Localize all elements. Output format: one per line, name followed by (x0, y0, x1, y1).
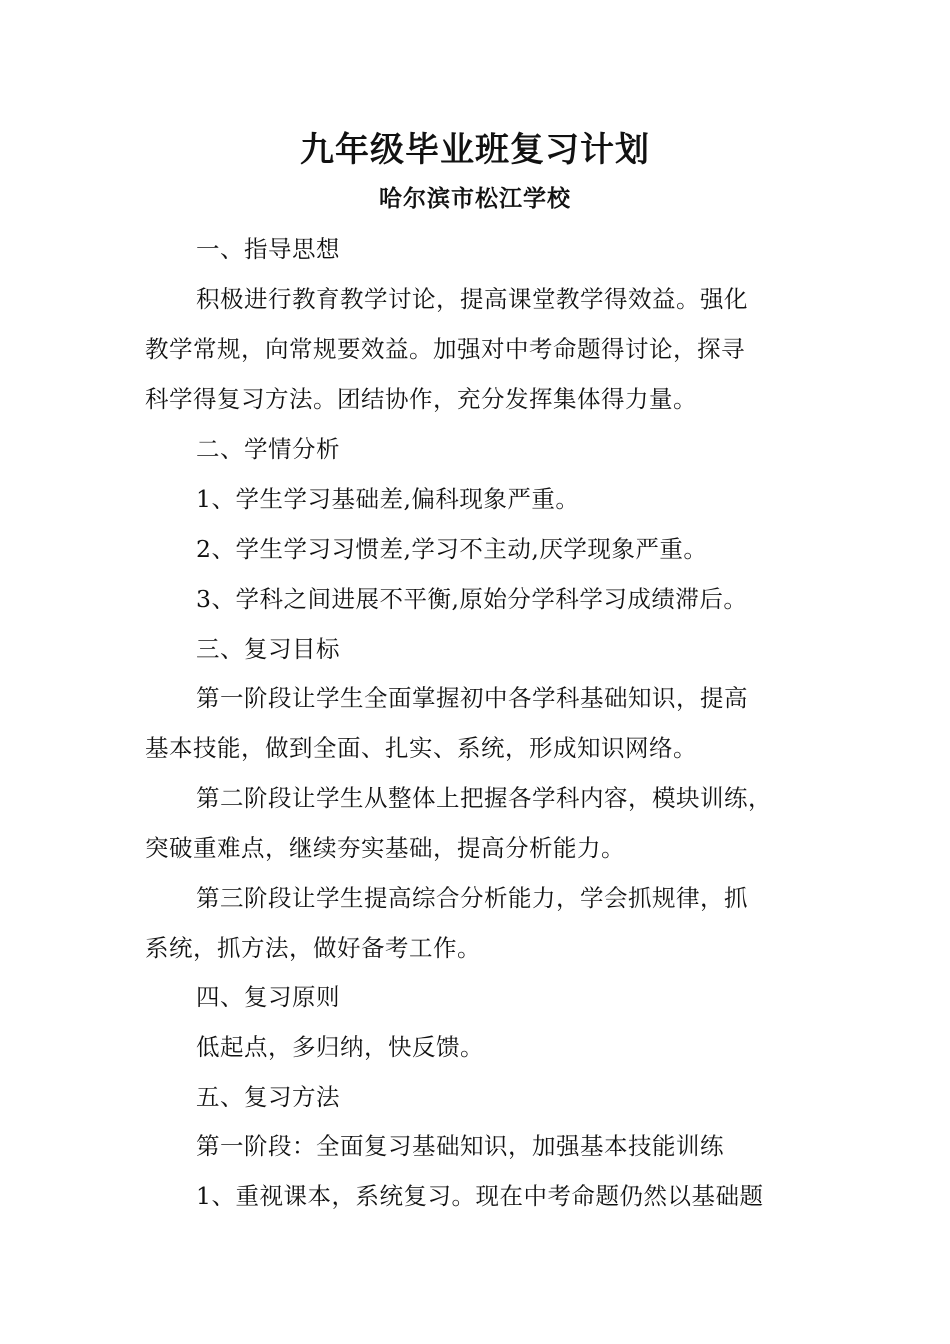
paragraph-line: 第三阶段让学生提高综合分析能力，学会抓规律，抓 (196, 884, 748, 912)
list-item: 1、学生学习基础差,偏科现象严重。 (196, 485, 580, 513)
paragraph-line: 教学常规，向常规要效益。加强对中考命题得讨论，探寻 (145, 335, 745, 363)
paragraph-line: 基本技能，做到全面、扎实、系统，形成知识网络。 (145, 734, 697, 762)
paragraph-line: 第二阶段让学生从整体上把握各学科内容，模块训练， (196, 784, 772, 812)
list-item: 3、学科之间进展不平衡,原始分学科学习成绩滞后。 (196, 585, 748, 613)
paragraph-line: 第一阶段让学生全面掌握初中各学科基础知识，提高 (196, 684, 748, 712)
paragraph-line: 第一阶段：全面复习基础知识，加强基本技能训练 (196, 1132, 724, 1160)
document-title: 九年级毕业班复习计划 (300, 130, 650, 170)
section-heading: 二、学情分析 (196, 435, 340, 463)
paragraph-line: 突破重难点，继续夯实基础，提高分析能力。 (145, 834, 625, 862)
paragraph-line: 系统，抓方法，做好备考工作。 (145, 934, 481, 962)
school-name: 哈尔滨市松江学校 (379, 185, 571, 212)
section-heading: 三、复习目标 (196, 635, 340, 663)
paragraph-line: 低起点，多归纳，快反馈。 (196, 1033, 484, 1061)
list-item: 2、学生学习习惯差,学习不主动,厌学现象严重。 (196, 535, 708, 563)
paragraph-line: 积极进行教育教学讨论，提高课堂教学得效益。强化 (196, 285, 748, 313)
paragraph-line: 科学得复习方法。团结协作，充分发挥集体得力量。 (145, 385, 697, 413)
section-heading: 四、复习原则 (196, 983, 340, 1011)
section-heading: 五、复习方法 (196, 1083, 340, 1111)
list-item: 1、重视课本，系统复习。现在中考命题仍然以基础题 (196, 1182, 764, 1210)
section-heading: 一、指导思想 (196, 235, 340, 263)
